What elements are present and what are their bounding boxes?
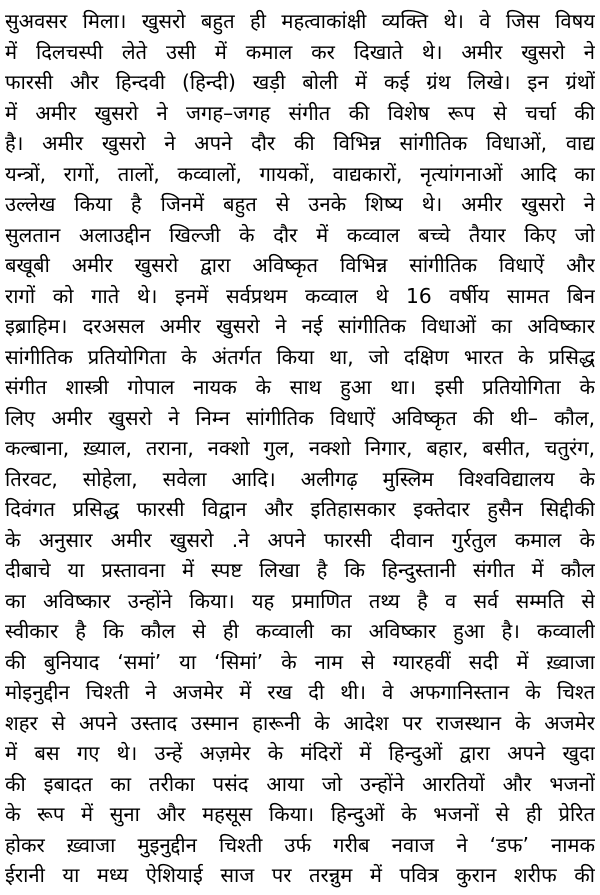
text-line: दिवंगत प्रसिद्ध फारसी विद्वान और इतिहासकार इक्तेदार हुसैन सिद्दीकी [5, 497, 595, 521]
text-line: उल्लेख किया है जिनमें बहुत से उनके शिष्य थे। अमीर खुसरो ने [5, 192, 595, 216]
text-line: के रूप में सुना और महसूस किया। हिन्दुओं के भजनों से ही प्रेरित [5, 802, 595, 826]
text-line: में दिलचस्पी लेते उसी में कमाल कर दिखाते थे। अमीर खुसरो ने [5, 39, 595, 64]
text-line: होकर ख़्वाजा मुइनुद्दीन चिश्ती उर्फ गरीब नवाज ने ‘डफ’ नामक [5, 832, 595, 857]
text-line: बखूबी अमीर खुसरो द्वारा अविष्कृत विभिन्न सांगीतिक विधाऐं और [5, 253, 595, 277]
text-line: है। अमीर खुसरो ने अपने दौर की विभिन्न सांगीतिक विधाओं, वाद्य [5, 131, 595, 155]
text-line: स्वीकार है कि कौल से ही कव्वाली का अविष्कार हुआ है। कव्वाली [5, 619, 595, 643]
text-line: रागों को गाते थे। इनमें सर्वप्रथम कव्वाल थे 16 वर्षीय सामत बिन [5, 283, 595, 308]
text-line: मोइनुद्दीन चिश्ती ने अजमेर में रख दी थी। वे अफगानिस्तान के चिश्त [5, 680, 595, 704]
document-page [5, 4, 595, 891]
text-line: दीबाचे या प्रस्तावना में स्पष्ट लिखा है कि हिन्दुस्तानी संगीत में कौल [5, 558, 595, 582]
text-line: सुअवसर मिला। खुसरो बहुत ही महत्वाकांक्षी व्यक्ति थे। वे जिस विषय [5, 9, 595, 33]
text-line: संगीत शास्त्री गोपाल नायक के साथ हुआ था। इसी प्रतियोगिता के [5, 375, 595, 399]
text-line: कल्बाना, ख़्याल, तराना, नक्शो गुल, नक्शो निगार, बहार, बसीत, चतुरंग, [5, 436, 595, 460]
text-line: सांगीतिक प्रतियोगिता के अंतर्गत किया था, जो दक्षिण भारत के प्रसिद्ध [5, 344, 595, 369]
text-line: में बस गए थे। उन्हें अज़मेर के मंदिरों में हिन्दुओं द्वारा अपने खुदा [5, 741, 595, 765]
text-line: में अमीर खुसरो ने जगह–जगह संगीत की विशेष रूप से चर्चा की [5, 100, 595, 125]
text-line: ईरानी या मध्य ऐशियाई साज पर तरन्नुम में पवित्र कुरान शरीफ की [5, 863, 595, 887]
text-line: के अनुसार अमीर खुसरो .ने अपने फारसी दीवान गुर्रतुल कमाल के [5, 527, 595, 552]
text-line: की बुनियाद ‘समां’ या ‘सिमां’ के नाम से ग्यारहवीं सदी में ख़्वाजा [5, 649, 595, 674]
text-line: फारसी और हिन्दवी (हिन्दी) खड़ी बोली में कई ग्रंथ लिखे। इन ग्रंथों [5, 70, 595, 94]
text-line: की इबादत का तरीका पसंद आया जो उन्होंने आरतियों और भजनों [5, 771, 595, 796]
text-line: लिए अमीर खुसरो ने निम्न सांगीतिक विधाऐं अविष्कृत की थी– कौल, [5, 405, 595, 430]
text-line: शहर से अपने उस्ताद उस्मान हारूनी के आदेश पर राजस्थान के अजमेर [5, 710, 595, 735]
text-line: तिरवट, सोहेला, सवेला आदि। अलीगढ़ मुस्लिम विश्वविद्यालय के [5, 466, 595, 491]
text-line: सुलतान अलाउद्दीन खिल्जी के दौर में कव्वाल बच्चे तैयार किए जो [5, 222, 595, 247]
text-line: का अविष्कार उन्होंने किया। यह प्रमाणित तथ्य है व सर्व सम्मति से [5, 588, 595, 613]
text-line: यन्त्रों, रागों, तालों, कव्वालों, गायकों, वाद्यकारों, नृत्यांगनाओं आदि का [5, 161, 595, 186]
text-line: इब्राहिम। दरअसल अमीर खुसरो ने नई सांगीतिक विधाओं का अविष्कार [5, 314, 595, 338]
